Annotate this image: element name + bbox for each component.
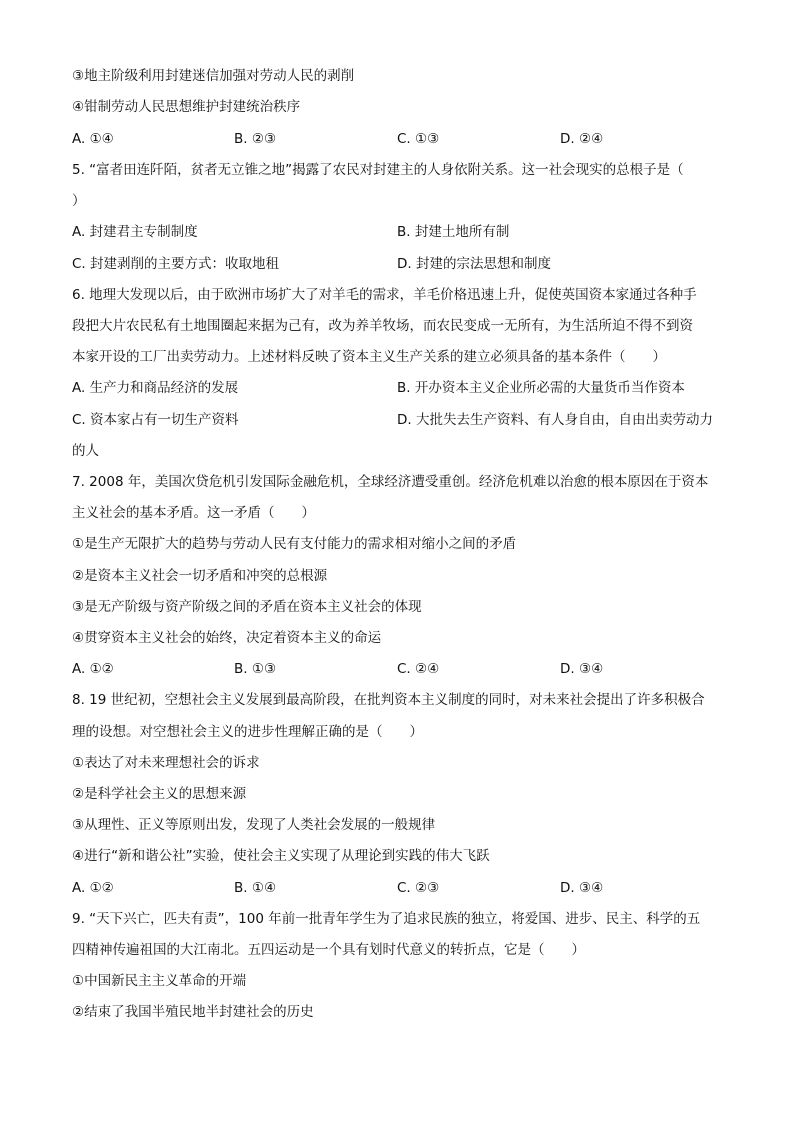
q5-option-c: C. 封建剥削的主要方式：收取地租 [72, 256, 280, 272]
q7-item-1: ①是生产无限扩大的趋势与劳动人民有支付能力的需求相对缩小之间的矛盾 [72, 536, 517, 552]
q9-stem-line2: 四精神传遍祖国的大江南北。五四运动是一个具有划时代意义的转折点，它是（ ） [72, 942, 585, 958]
q5-option-a: A. 封建君主专制制度 [72, 224, 198, 240]
q6-option-b: B. 开办资本主义企业所必需的大量货币当作资本 [397, 380, 685, 396]
q4-item-4: ④钳制劳动人民思想维护封建统治秩序 [72, 99, 301, 115]
q8-option-a: A. ①② [72, 880, 114, 896]
q8-option-c: C. ②③ [397, 880, 440, 896]
q7-option-c: C. ②④ [397, 661, 440, 677]
q8-item-4: ④进行“新和谐公社”实验，使社会主义实现了从理论到实践的伟大飞跃 [72, 848, 490, 864]
q4-option-d: D. ②④ [560, 131, 604, 147]
q4-option-a: A. ①④ [72, 131, 114, 147]
q6-stem-line1: 6. 地理大发现以后，由于欧洲市场扩大了对羊毛的需求，羊毛价格迅速上升，促使英国资本家通过各种手 [72, 287, 697, 303]
q8-option-b: B. ①④ [234, 880, 277, 896]
q5-stem-line1: 5. “富者田连阡陌，贫者无立锥之地”揭露了农民对封建主的人身依附关系。这一社会现实的总根子是（ [72, 162, 684, 178]
q5-stem-line2: ） [72, 193, 86, 209]
q9-stem-line1: 9. “天下兴亡，匹夫有责”，100 年前一批青年学生为了追求民族的独立，将爱国、进步、民主、科学的五 [72, 911, 701, 927]
q8-item-3: ③从理性、正义等原则出发，发现了人类社会发展的一般规律 [72, 817, 436, 833]
q7-item-3: ③是无产阶级与资产阶级之间的矛盾在资本主义社会的体现 [72, 599, 422, 615]
q9-item-2: ②结束了我国半殖民地半封建社会的历史 [72, 1004, 314, 1020]
q8-stem-line2: 理的设想。对空想社会主义的进步性理解正确的是（ ） [72, 724, 423, 740]
q8-stem-line1: 8. 19 世纪初，空想社会主义发展到最高阶段，在批判资本主义制度的同时，对未来社会提出了许多积极合 [72, 692, 705, 708]
q6-stem-line2: 段把大片农民私有土地围圈起来据为己有，改为养羊牧场，而农民变成一无所有，为生活所迫不得不到资 [72, 318, 693, 334]
q6-option-d-continued: 的人 [72, 443, 99, 459]
q9-item-1: ①中国新民主主义革命的开端 [72, 973, 247, 989]
q7-stem-line1: 7. 2008 年，美国次贷危机引发国际金融危机，全球经济遭受重创。经济危机难以治愈的根本原因在于资本 [72, 474, 709, 490]
q7-stem-line2: 主义社会的基本矛盾。这一矛盾（ ） [72, 505, 315, 521]
q7-option-d: D. ③④ [560, 661, 604, 677]
q6-stem-line3: 本家开设的工厂出卖劳动力。上述材料反映了资本主义生产关系的建立必须具备的基本条件（ ） [72, 349, 666, 365]
q7-item-4: ④贯穿资本主义社会的始终，决定着资本主义的命运 [72, 630, 382, 646]
q7-option-b: B. ①③ [234, 661, 277, 677]
q7-option-a: A. ①② [72, 661, 114, 677]
q8-option-d: D. ③④ [560, 880, 604, 896]
q8-item-2: ②是科学社会主义的思想来源 [72, 786, 247, 802]
q5-option-d: D. 封建的宗法思想和制度 [397, 256, 551, 272]
q6-option-d: D. 大批失去生产资料、有人身自由，自由出卖劳动力 [397, 412, 713, 428]
q4-option-b: B. ②③ [234, 131, 277, 147]
q7-item-2: ②是资本主义社会一切矛盾和冲突的总根源 [72, 568, 328, 584]
q4-item-3: ③地主阶级利用封建迷信加强对劳动人民的剥削 [72, 68, 355, 84]
q6-option-a: A. 生产力和商品经济的发展 [72, 380, 239, 396]
q5-option-b: B. 封建土地所有制 [397, 224, 510, 240]
q8-item-1: ①表达了对未来理想社会的诉求 [72, 755, 260, 771]
q6-option-c: C. 资本家占有一切生产资料 [72, 412, 239, 428]
q4-option-c: C. ①③ [397, 131, 440, 147]
